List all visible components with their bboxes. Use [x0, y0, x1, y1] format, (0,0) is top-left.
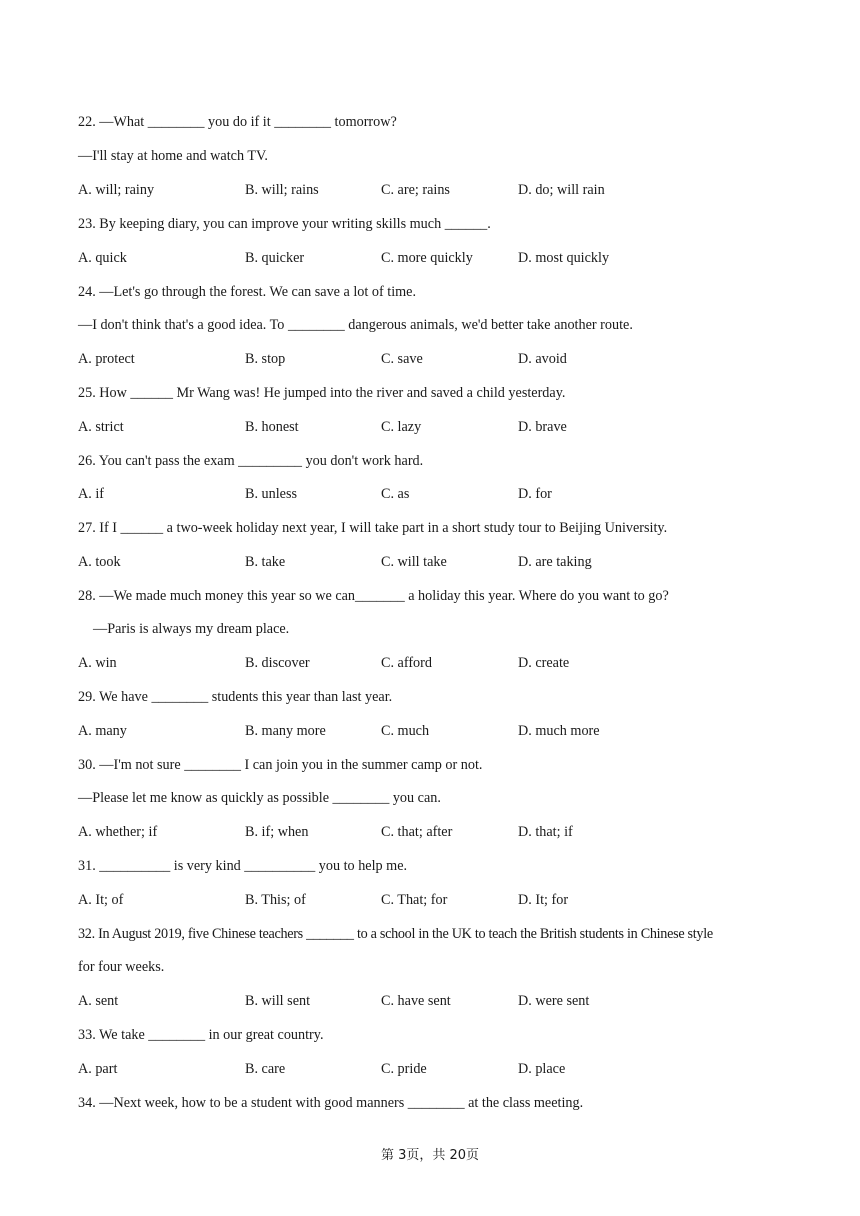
question-28-stem: 28. —We made much money this year so we can_______ a holiday this year. Where do you want to go?	[78, 588, 669, 604]
option-a: A. protect	[78, 351, 135, 367]
question-33-options	[78, 1060, 786, 1078]
question-30-stem: 30. —I'm not sure ________ I can join you in the summer camp or not.	[78, 757, 483, 773]
page-number-footer: 第 3页，共 20页	[380, 1148, 480, 1163]
option-d: D. most quickly	[518, 250, 610, 266]
option-d: D. place	[518, 1061, 566, 1077]
question-24-stem: 24. —Let's go through the forest. We can save a lot of time.	[78, 284, 417, 300]
question-30-options	[78, 823, 786, 841]
option-a: A. It; of	[78, 892, 124, 908]
option-b: B. This; of	[245, 892, 306, 908]
option-c: C. lazy	[381, 419, 422, 435]
option-b: B. discover	[245, 655, 310, 671]
option-c: C. That; for	[381, 892, 448, 908]
question-28-reply: —Paris is always my dream place.	[93, 621, 290, 637]
option-d: D. are taking	[518, 554, 592, 570]
question-25-options	[78, 418, 786, 436]
option-b: B. stop	[245, 351, 286, 367]
question-31-stem: 31. __________ is very kind __________ you to help me.	[78, 858, 408, 874]
option-b: B. many more	[245, 723, 326, 739]
question-24-reply: —I don't think that's a good idea. To ________ dangerous animals, we'd better take another route.	[78, 317, 633, 333]
question-33-stem: 33. We take ________ in our great country.	[78, 1027, 324, 1043]
option-c: C. much	[381, 723, 430, 739]
question-29-stem: 29. We have ________ students this year than last year.	[78, 689, 393, 705]
option-b: B. will sent	[245, 993, 311, 1009]
option-c: C. have sent	[381, 993, 451, 1009]
question-22-stem: 22. —What ________ you do if it ________ tomorrow?	[78, 114, 397, 130]
question-27-options	[78, 553, 786, 571]
option-a: A. win	[78, 655, 117, 671]
option-d: D. brave	[518, 419, 567, 435]
question-24-options	[78, 350, 786, 368]
option-d: D. much more	[518, 723, 600, 739]
option-d: D. were sent	[518, 993, 590, 1009]
option-a: A. whether; if	[78, 824, 158, 840]
option-c: C. will take	[381, 554, 447, 570]
option-b: B. unless	[245, 486, 298, 502]
question-22-options	[78, 181, 786, 199]
option-c: C. are; rains	[381, 182, 450, 198]
option-b: B. will; rains	[245, 182, 319, 198]
question-22-reply: —I'll stay at home and watch TV.	[78, 148, 268, 164]
question-32-continuation: for four weeks.	[78, 959, 165, 975]
question-30-reply: —Please let me know as quickly as possible ________ you can.	[78, 790, 441, 806]
question-26-options	[78, 485, 786, 503]
option-c: C. afford	[381, 655, 432, 671]
option-a: A. quick	[78, 250, 127, 266]
question-26-stem: 26. You can't pass the exam _________ you don't work hard.	[78, 453, 424, 469]
option-a: A. part	[78, 1061, 118, 1077]
option-a: A. will; rainy	[78, 182, 155, 198]
option-a: A. sent	[78, 993, 119, 1009]
option-d: D. do; will rain	[518, 182, 605, 198]
option-b: B. quicker	[245, 250, 305, 266]
question-32-stem: 32. In August 2019, five Chinese teachers _______ to a school in the UK to teach the British students in Chinese style	[78, 926, 713, 942]
option-d: D. It; for	[518, 892, 569, 908]
question-23-options	[78, 249, 786, 267]
option-a: A. took	[78, 554, 121, 570]
option-c: C. pride	[381, 1061, 427, 1077]
option-c: C. more quickly	[381, 250, 473, 266]
option-b: B. honest	[245, 419, 299, 435]
question-23-stem: 23. By keeping diary, you can improve your writing skills much ______.	[78, 216, 491, 232]
option-d: D. for	[518, 486, 552, 502]
option-d: D. create	[518, 655, 570, 671]
option-b: B. take	[245, 554, 286, 570]
option-c: C. save	[381, 351, 423, 367]
question-34-stem: 34. —Next week, how to be a student with good manners ________ at the class meeting.	[78, 1095, 584, 1111]
question-29-options	[78, 722, 786, 740]
question-25-stem: 25. How ______ Mr Wang was! He jumped into the river and saved a child yesterday.	[78, 385, 566, 401]
option-a: A. strict	[78, 419, 124, 435]
option-c: C. as	[381, 486, 410, 502]
option-d: D. that; if	[518, 824, 573, 840]
option-a: A. if	[78, 486, 105, 502]
question-27-stem: 27. If I ______ a two-week holiday next year, I will take part in a short study tour to Beijing University.	[78, 520, 668, 536]
option-b: B. care	[245, 1061, 286, 1077]
option-a: A. many	[78, 723, 127, 739]
option-c: C. that; after	[381, 824, 453, 840]
question-31-options	[78, 891, 786, 909]
option-d: D. avoid	[518, 351, 567, 367]
option-b: B. if; when	[245, 824, 309, 840]
question-28-options	[78, 654, 786, 672]
question-32-options	[78, 992, 786, 1010]
